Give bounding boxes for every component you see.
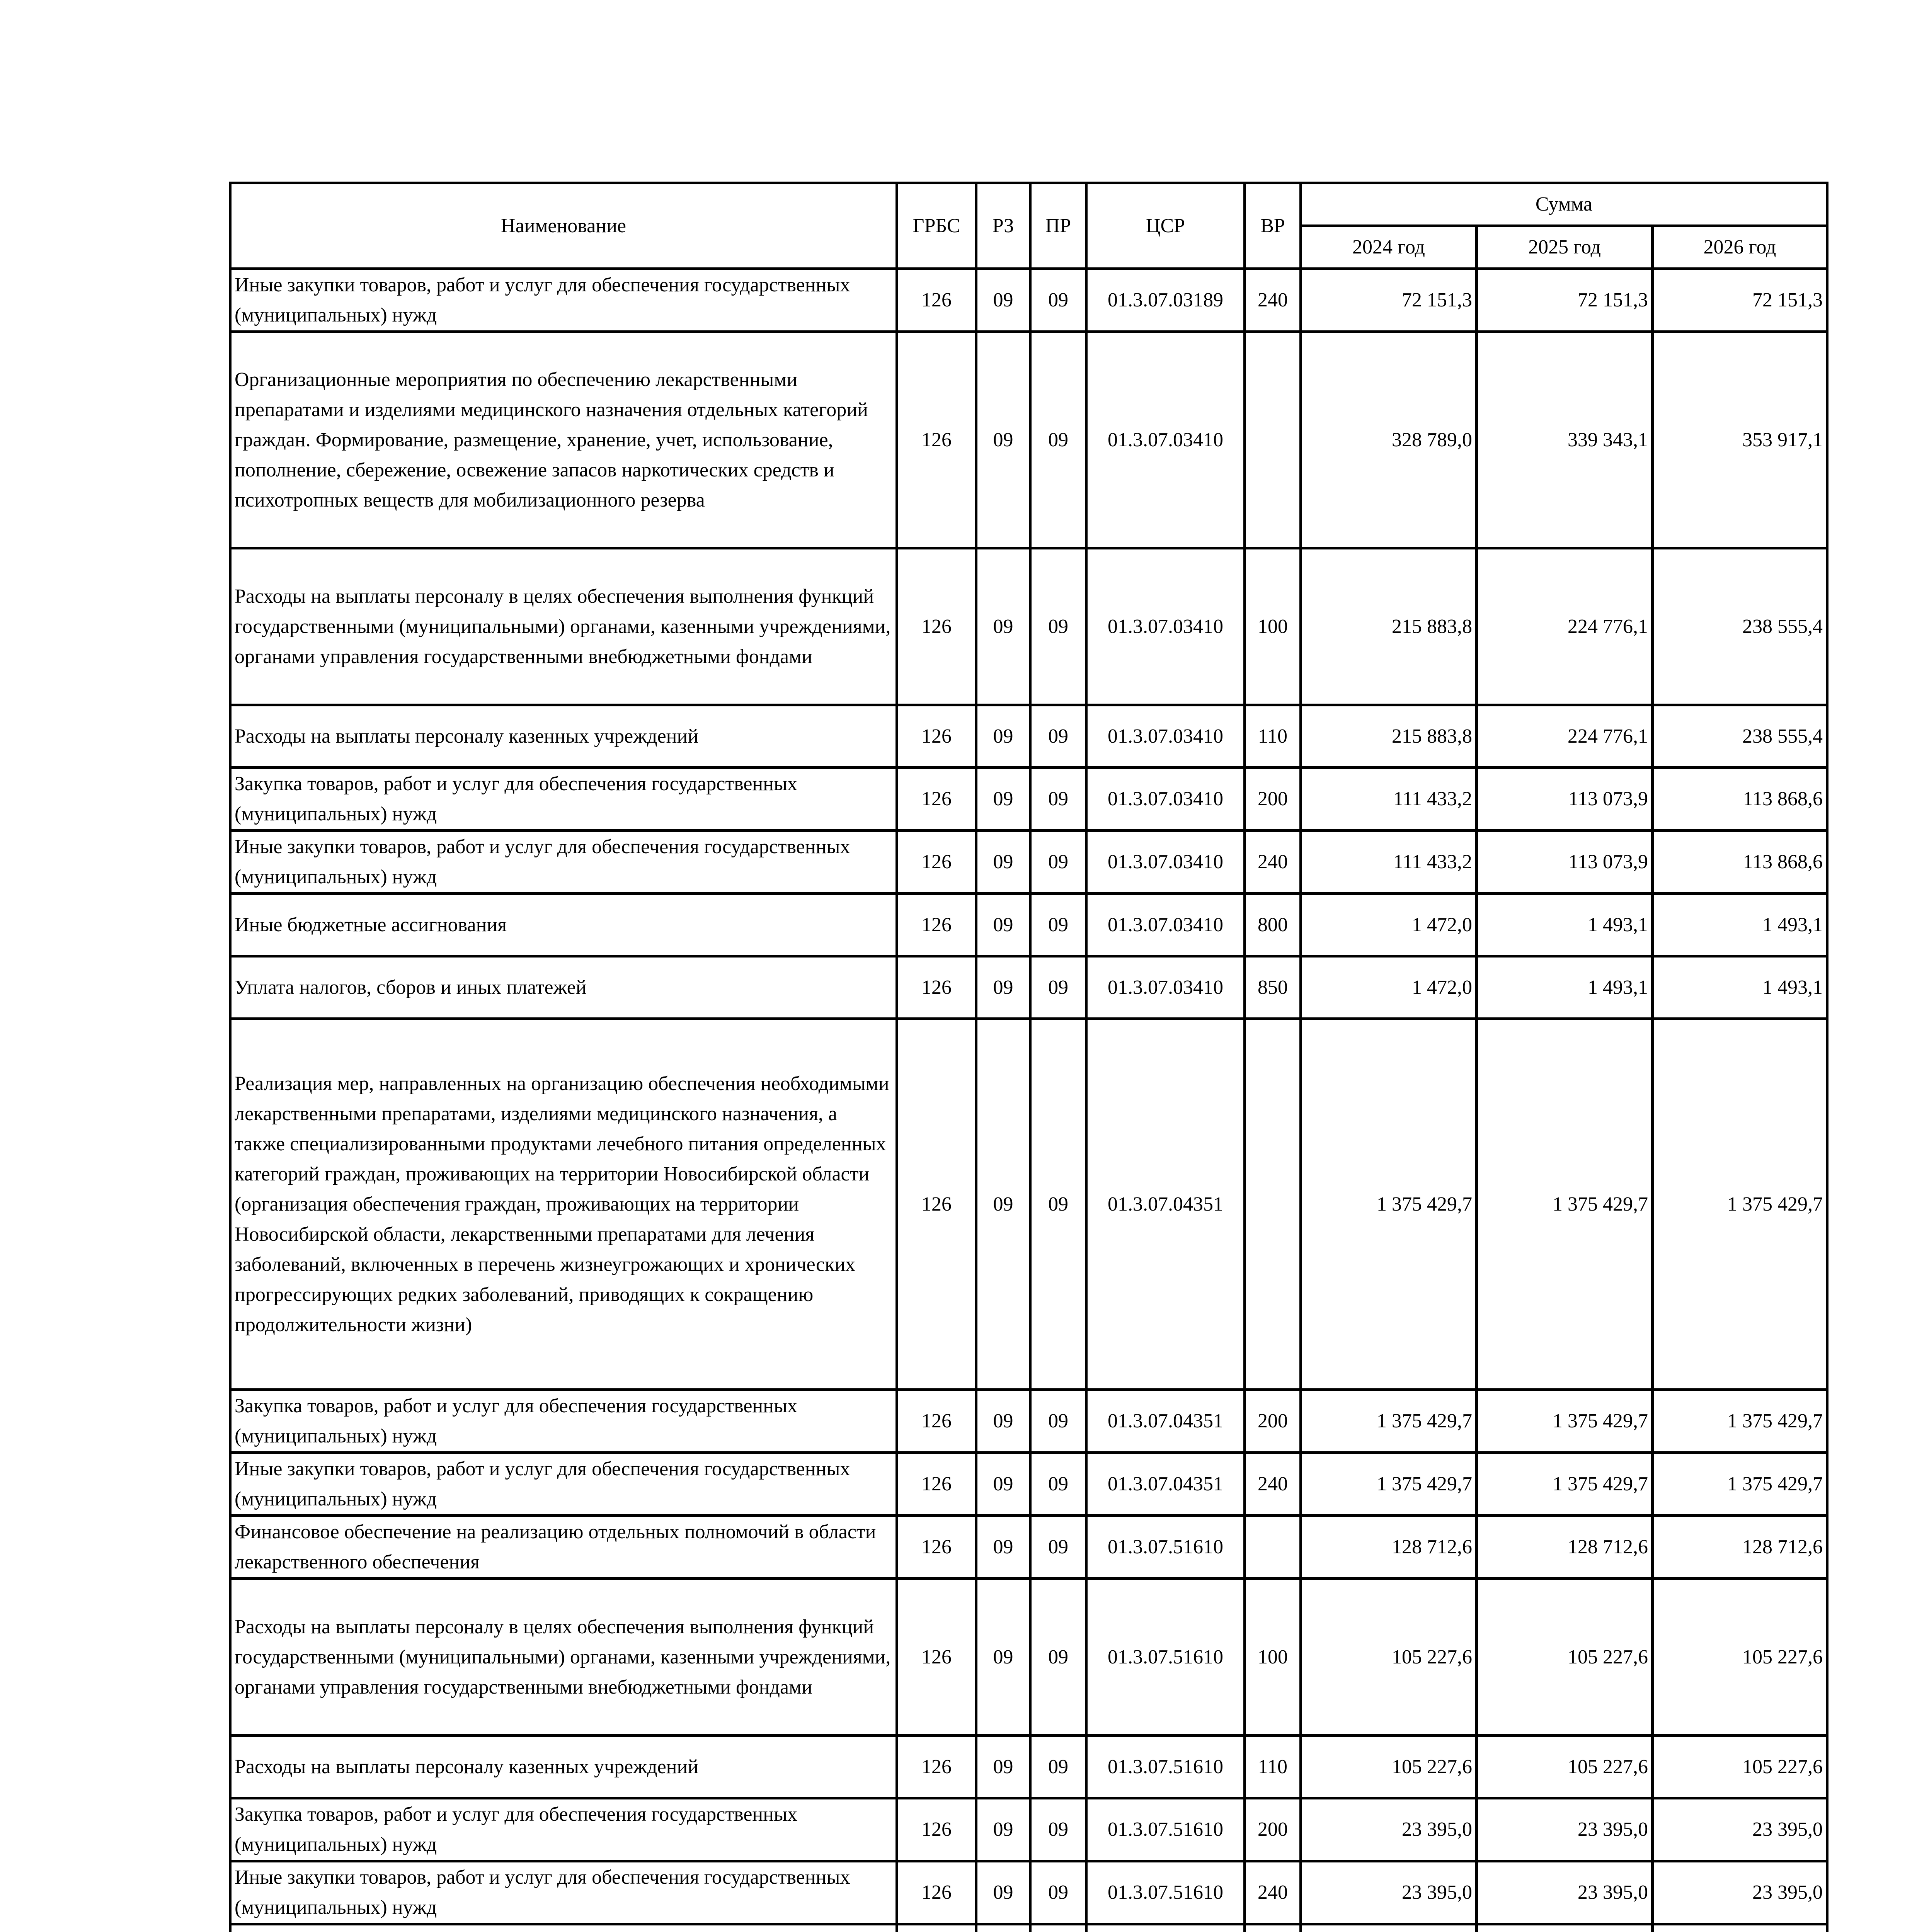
row-rz: 09	[976, 1390, 1030, 1453]
row-sum-2026: 1 493,1	[1653, 894, 1827, 956]
row-vr: 100	[1245, 1579, 1301, 1736]
row-csr: 01.3.07.04351	[1086, 1390, 1245, 1453]
row-sum-2026: 238 555,4	[1653, 548, 1827, 705]
row-pr: 09	[1030, 1736, 1086, 1798]
row-vr: 800	[1245, 894, 1301, 956]
row-pr: 09	[1030, 1579, 1086, 1736]
row-vr: 240	[1245, 831, 1301, 894]
row-pr: 09	[1030, 1861, 1086, 1924]
table-row	[230, 705, 1827, 768]
row-name: Иные закупки товаров, работ и услуг для обеспечения государственных (муниципальных) нужд	[230, 831, 897, 894]
row-vr: 850	[1245, 956, 1301, 1019]
row-vr	[1245, 1924, 1301, 1932]
row-name: Уплата налогов, сборов и иных платежей	[230, 956, 897, 1019]
row-sum-2025: 105 227,6	[1477, 1736, 1653, 1798]
row-sum-2025: 339 343,1	[1477, 332, 1653, 548]
row-name: Закупка товаров, работ и услуг для обеспечения государственных (муниципальных) нужд	[230, 1798, 897, 1861]
header-pr: ПР	[1030, 183, 1086, 269]
row-vr: 200	[1245, 1798, 1301, 1861]
row-pr: 09	[1030, 269, 1086, 332]
row-rz: 09	[976, 1861, 1030, 1924]
row-pr: 09	[1030, 831, 1086, 894]
row-csr: 01.3.07.51610	[1086, 1516, 1245, 1579]
row-grbs: 126	[897, 894, 976, 956]
row-sum-2024: 1 375 429,7	[1301, 1390, 1477, 1453]
row-grbs: 126	[897, 1516, 976, 1579]
row-vr	[1245, 1516, 1301, 1579]
row-name: Организационные мероприятия по обеспечению лекарственными препаратами и изделиями медицинского назначения отдельных категорий граждан. Формирование, размещение, хранение, учет, использование, пополнение, сбережение, освежение запасов наркотических средств и психотропных веществ для мобилизационного резерва	[230, 332, 897, 548]
row-pr: 09	[1030, 1019, 1086, 1390]
row-pr: 09	[1030, 768, 1086, 831]
row-sum-2024: 105 227,6	[1301, 1579, 1477, 1736]
row-sum-2024	[1301, 1924, 1477, 1932]
header-vr: ВР	[1245, 183, 1301, 269]
row-pr: 09	[1030, 956, 1086, 1019]
row-sum-2026: 113 868,6	[1653, 768, 1827, 831]
table-row	[230, 1019, 1827, 1390]
row-sum-2026	[1653, 1924, 1827, 1932]
row-rz: 09	[976, 1736, 1030, 1798]
header-row	[230, 183, 1827, 226]
row-rz: 09	[976, 548, 1030, 705]
table-row	[230, 1861, 1827, 1924]
row-name: Расходы на выплаты персоналу в целях обеспечения выполнения функций государственными (муниципальными) органами, казенными учреждениями, органами управления государственными внебюджетными фондами	[230, 548, 897, 705]
row-rz: 09	[976, 1579, 1030, 1736]
row-sum-2026: 72 151,3	[1653, 269, 1827, 332]
row-rz: 09	[976, 956, 1030, 1019]
row-csr: 01.3.07.51610	[1086, 1736, 1245, 1798]
row-sum-2026: 23 395,0	[1653, 1861, 1827, 1924]
table-row	[230, 548, 1827, 705]
row-vr: 240	[1245, 269, 1301, 332]
header-grbs: ГРБС	[897, 183, 976, 269]
row-sum-2024: 23 395,0	[1301, 1861, 1477, 1924]
row-sum-2025: 1 375 429,7	[1477, 1453, 1653, 1516]
row-name: Реализация мер, направленных на организацию обеспечения необходимыми лекарственными препаратами, изделиями медицинского назначения, а также специализированными продуктами лечебного питания определенных категорий граждан, проживающих на территории Новосибирской области (организация обеспечения граждан, проживающих на территории Новосибирской области, лекарственными препаратами для лечения заболеваний, включенных в перечень жизнеугрожающих и хронических прогрессирующих редких заболеваний, приводящих к сокращению продолжительности жизни)	[230, 1019, 897, 1390]
row-sum-2024: 105 227,6	[1301, 1736, 1477, 1798]
row-pr: 09	[1030, 894, 1086, 956]
row-sum-2024: 1 375 429,7	[1301, 1453, 1477, 1516]
row-grbs: 126	[897, 1453, 976, 1516]
row-sum-2025: 1 493,1	[1477, 894, 1653, 956]
row-grbs: 126	[897, 831, 976, 894]
row-grbs: 126	[897, 1861, 976, 1924]
row-csr	[1086, 1924, 1245, 1932]
row-sum-2026: 105 227,6	[1653, 1736, 1827, 1798]
row-vr	[1245, 332, 1301, 548]
row-csr: 01.3.07.03410	[1086, 956, 1245, 1019]
table-row	[230, 956, 1827, 1019]
row-rz: 09	[976, 1516, 1030, 1579]
row-sum-2025: 224 776,1	[1477, 548, 1653, 705]
row-rz: 09	[976, 332, 1030, 548]
row-sum-2024: 215 883,8	[1301, 548, 1477, 705]
row-pr: 09	[1030, 1453, 1086, 1516]
row-name: Закупка товаров, работ и услуг для обеспечения государственных (муниципальных) нужд	[230, 768, 897, 831]
row-grbs: 126	[897, 1798, 976, 1861]
row-vr	[1245, 1019, 1301, 1390]
table-row	[230, 1390, 1827, 1453]
row-sum-2026: 23 395,0	[1653, 1798, 1827, 1861]
row-vr: 200	[1245, 1390, 1301, 1453]
row-vr: 200	[1245, 768, 1301, 831]
row-sum-2025: 113 073,9	[1477, 831, 1653, 894]
table-row	[230, 831, 1827, 894]
row-csr: 01.3.07.03410	[1086, 894, 1245, 956]
row-csr: 01.3.07.03410	[1086, 332, 1245, 548]
row-rz: 09	[976, 894, 1030, 956]
row-csr: 01.3.07.51610	[1086, 1798, 1245, 1861]
row-sum-2024: 111 433,2	[1301, 768, 1477, 831]
row-sum-2025: 105 227,6	[1477, 1579, 1653, 1736]
row-sum-2026: 1 375 429,7	[1653, 1390, 1827, 1453]
row-rz: 09	[976, 705, 1030, 768]
row-csr: 01.3.07.51610	[1086, 1579, 1245, 1736]
row-grbs: 126	[897, 1579, 976, 1736]
row-pr: 09	[1030, 1798, 1086, 1861]
header-csr: ЦСР	[1086, 183, 1245, 269]
row-csr: 01.3.07.03410	[1086, 831, 1245, 894]
row-name: Расходы на выплаты персоналу казенных учреждений	[230, 705, 897, 768]
row-sum-2025: 113 073,9	[1477, 768, 1653, 831]
table-row	[230, 1798, 1827, 1861]
row-sum-2025: 1 375 429,7	[1477, 1390, 1653, 1453]
row-name: Иные закупки товаров, работ и услуг для обеспечения государственных (муниципальных) нужд	[230, 1861, 897, 1924]
row-grbs: 126	[897, 269, 976, 332]
row-vr: 110	[1245, 705, 1301, 768]
row-csr: 01.3.07.03410	[1086, 548, 1245, 705]
row-sum-2026: 1 375 429,7	[1653, 1453, 1827, 1516]
row-sum-2024: 328 789,0	[1301, 332, 1477, 548]
table-row	[230, 1453, 1827, 1516]
row-sum-2025: 1 375 429,7	[1477, 1019, 1653, 1390]
table-row	[230, 1579, 1827, 1736]
row-grbs: 126	[897, 956, 976, 1019]
row-sum-2024: 23 395,0	[1301, 1798, 1477, 1861]
row-csr: 01.3.07.03189	[1086, 269, 1245, 332]
row-sum-2025: 1 493,1	[1477, 956, 1653, 1019]
row-grbs: 126	[897, 1736, 976, 1798]
row-sum-2024: 215 883,8	[1301, 705, 1477, 768]
row-rz: 09	[976, 269, 1030, 332]
row-vr: 100	[1245, 548, 1301, 705]
row-csr: 01.3.07.04351	[1086, 1019, 1245, 1390]
row-name: Закупка товаров, работ и услуг для обеспечения государственных (муниципальных) нужд	[230, 1390, 897, 1453]
row-name: Расходы на выплаты персоналу в целях обеспечения выполнения функций государственными (муниципальными) органами, казенными учреждениями, органами управления государственными внебюджетными фондами	[230, 1579, 897, 1736]
header-sum: Сумма	[1301, 183, 1827, 226]
row-sum-2026: 105 227,6	[1653, 1579, 1827, 1736]
row-vr: 240	[1245, 1861, 1301, 1924]
table-row	[230, 1736, 1827, 1798]
row-pr: 09	[1030, 332, 1086, 548]
row-sum-2026: 128 712,6	[1653, 1516, 1827, 1579]
row-grbs	[897, 1924, 976, 1932]
row-sum-2025: 23 395,0	[1477, 1798, 1653, 1861]
row-csr: 01.3.07.51610	[1086, 1861, 1245, 1924]
row-name: Иные закупки товаров, работ и услуг для обеспечения государственных (муниципальных) нужд	[230, 1453, 897, 1516]
row-grbs: 126	[897, 1019, 976, 1390]
row-grbs: 126	[897, 548, 976, 705]
row-csr: 01.3.07.03410	[1086, 768, 1245, 831]
table-row	[230, 1924, 1827, 1932]
row-rz: 09	[976, 1798, 1030, 1861]
row-name: Иные закупки товаров, работ и услуг для обеспечения государственных (муниципальных) нужд	[230, 269, 897, 332]
row-grbs: 126	[897, 768, 976, 831]
row-sum-2026: 1 375 429,7	[1653, 1019, 1827, 1390]
row-sum-2026: 113 868,6	[1653, 831, 1827, 894]
row-sum-2025: 23 395,0	[1477, 1861, 1653, 1924]
row-sum-2025: 128 712,6	[1477, 1516, 1653, 1579]
row-sum-2024: 128 712,6	[1301, 1516, 1477, 1579]
row-grbs: 126	[897, 332, 976, 548]
row-vr: 240	[1245, 1453, 1301, 1516]
header-year-2025: 2025 год	[1477, 226, 1653, 269]
row-pr: 09	[1030, 705, 1086, 768]
table-row	[230, 894, 1827, 956]
row-pr: 09	[1030, 548, 1086, 705]
row-sum-2024: 111 433,2	[1301, 831, 1477, 894]
header-rz: РЗ	[976, 183, 1030, 269]
row-sum-2025: 72 151,3	[1477, 269, 1653, 332]
table-row	[230, 1516, 1827, 1579]
row-csr: 01.3.07.04351	[1086, 1453, 1245, 1516]
table-header	[230, 183, 1827, 269]
row-sum-2024: 1 472,0	[1301, 894, 1477, 956]
row-name: Иные бюджетные ассигнования	[230, 894, 897, 956]
row-rz	[976, 1924, 1030, 1932]
budget-table	[229, 182, 1828, 1932]
row-rz: 09	[976, 1019, 1030, 1390]
header-year-2024: 2024 год	[1301, 226, 1477, 269]
row-name: Расходы на выплаты персоналу казенных учреждений	[230, 1736, 897, 1798]
row-name	[230, 1924, 897, 1932]
row-sum-2025: 224 776,1	[1477, 705, 1653, 768]
row-sum-2024: 1 375 429,7	[1301, 1019, 1477, 1390]
row-sum-2024: 72 151,3	[1301, 269, 1477, 332]
row-grbs: 126	[897, 1390, 976, 1453]
row-sum-2026: 1 493,1	[1653, 956, 1827, 1019]
row-sum-2024: 1 472,0	[1301, 956, 1477, 1019]
table-row	[230, 269, 1827, 332]
row-pr: 09	[1030, 1516, 1086, 1579]
table-body	[230, 269, 1827, 1932]
row-rz: 09	[976, 768, 1030, 831]
row-pr: 09	[1030, 1390, 1086, 1453]
row-sum-2025	[1477, 1924, 1653, 1932]
row-rz: 09	[976, 1453, 1030, 1516]
row-sum-2026: 353 917,1	[1653, 332, 1827, 548]
header-year-2026: 2026 год	[1653, 226, 1827, 269]
row-pr	[1030, 1924, 1086, 1932]
row-sum-2026: 238 555,4	[1653, 705, 1827, 768]
table-row	[230, 768, 1827, 831]
row-name: Финансовое обеспечение на реализацию отдельных полномочий в области лекарственного обеспечения	[230, 1516, 897, 1579]
row-grbs: 126	[897, 705, 976, 768]
row-vr: 110	[1245, 1736, 1301, 1798]
row-csr: 01.3.07.03410	[1086, 705, 1245, 768]
header-name: Наименование	[230, 183, 897, 269]
table-row	[230, 332, 1827, 548]
row-rz: 09	[976, 831, 1030, 894]
